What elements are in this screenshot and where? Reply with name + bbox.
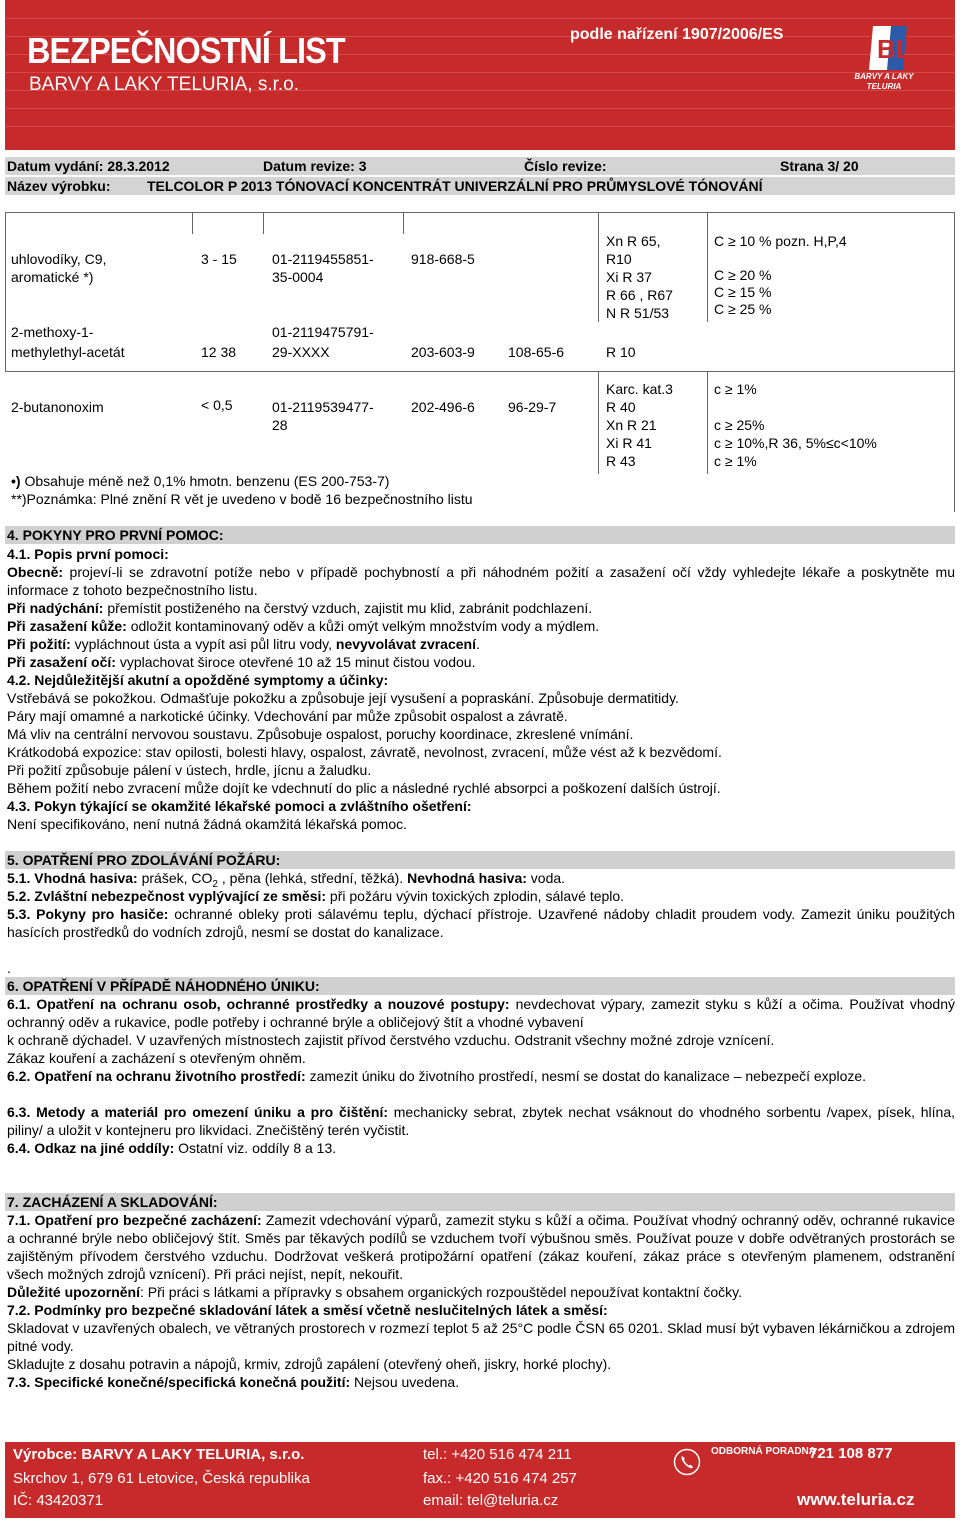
substance-2-conc: 12 38 <box>201 344 237 360</box>
footer-company: Výrobce: BARVY A LAKY TELURIA, s.r.o. <box>13 1446 305 1463</box>
containment-methods: 6.3. Metody a materiál pro omezení úniku a pro čištění: mechanicky sebrat, zbytek nechat vsáknout do vhodného sorbentu /vapex, písek, hlína, piliny/ a uložit v kontejneru pro likvidaci. Znečištěný terén vyčistit. <box>7 1104 955 1138</box>
symptom-line: Během požití nebo zvracení může dojít ke vdechnutí do plic a následné rychlé absorpci a poškození dalších ústrojí. <box>7 780 721 796</box>
storage-conditions-2: Skladujte z dosahu potravin a nápojů, krmiv, zdrojů zapálení (otevřený oheň, jiskry, horké plochy). <box>7 1356 612 1372</box>
footer-fax: fax.: +420 516 474 257 <box>423 1470 577 1487</box>
substance-3-class: R 43 <box>606 453 636 469</box>
substance-2-name-2: methylethyl-acetát <box>11 344 125 360</box>
regulation-label: podle nařízení 1907/2006/ES <box>570 26 784 43</box>
other-sections-reference: 6.4. Odkaz na jiné oddíly: Ostatní viz. oddíly 8 a 13. <box>7 1140 337 1156</box>
substance-3-cas: 96-29-7 <box>508 399 557 415</box>
logo-text-line1: BARVY A LAKY <box>854 72 914 81</box>
substance-1-limit: C ≥ 25 % <box>714 301 772 317</box>
medical-attention-text: Není specifikováno, není nutná žádná okamžitá lékařská pomoc. <box>7 816 408 832</box>
substance-3-class: R 40 <box>606 399 636 415</box>
substance-1-class: R10 <box>606 251 632 267</box>
substance-3-class: Xi R 41 <box>606 435 652 451</box>
footer-address: Skrchov 1, 679 61 Letovice, Česká republika <box>13 1470 310 1487</box>
personal-precautions-3: Zákaz kouření a zacházení s otevřeným ohněm. <box>7 1050 306 1066</box>
specific-end-use: 7.3. Specifické konečné/specifická konečná použití: Nejsou uvedena. <box>7 1374 460 1390</box>
symptom-line: Krátkodobá expozice: stav opilosti, bolesti hlavy, ospalost, závratě, nevolnost, zvracení, může vést až k bezvědomí. <box>7 744 722 760</box>
symptom-line: Má vliv na centrální nervovou soustavu. Způsobuje ospalost, poruchy koordinace, zkreslené vnímání. <box>7 726 634 742</box>
separator-dot: . <box>7 960 11 976</box>
substance-2-class: R 10 <box>606 344 636 360</box>
substance-3-class: Xn R 21 <box>606 417 657 433</box>
substance-1-name-2: aromatické *) <box>11 269 94 285</box>
substance-3-limit: c ≥ 10%,R 36, 5%≤c<10% <box>714 435 877 451</box>
substance-3-conc: < 0,5 <box>201 397 233 413</box>
logo-text-line2: TELURIA <box>866 82 902 91</box>
section-6-title: 6. OPATŘENÍ V PŘÍPADĚ NÁHODNÉHO ÚNIKU: <box>5 977 955 995</box>
substance-3-name: 2-butanonoxim <box>11 399 104 415</box>
product-label: Název výrobku: <box>7 178 111 194</box>
info-bar-dates <box>5 157 955 175</box>
symptom-line: Při požití způsobuje pálení v ústech, hrdle, jícnu a žaludku. <box>7 762 372 778</box>
section-7-title: 7. ZACHÁZENÍ A SKLADOVÁNÍ: <box>5 1193 955 1211</box>
substance-1-reg: 01-2119455851- <box>272 251 374 267</box>
benzene-note: •) Obsahuje méně než 0,1% hmotn. benzenu (ES 200-753-7) <box>11 473 390 489</box>
substance-1-ec: 918-668-5 <box>411 251 475 267</box>
section-4-1-heading: 4.1. Popis první pomoci: <box>7 546 169 562</box>
footer-ico: IČ: 43420371 <box>13 1492 104 1509</box>
environmental-precautions: 6.2. Opatření na ochranu životního prostředí: zamezit úniku do životního prostředí, nesmí se dostat do kanalizace – nebezpečí exploze. <box>7 1068 867 1084</box>
section-5-title: 5. OPATŘENÍ PRO ZDOLÁVÁNÍ POŽÁRU: <box>5 851 955 869</box>
page-number: Strana 3/ 20 <box>780 158 859 174</box>
logo-letters: BL <box>877 34 912 64</box>
revision-date: Datum revize: 3 <box>263 158 367 174</box>
substance-1-reg-2: 35-0004 <box>272 269 324 285</box>
section-7-2-heading: 7.2. Podmínky pro bezpečné skladování látek a směsí včetně neslučitelných látek a směsí: <box>7 1302 608 1318</box>
phone-icon <box>673 1448 701 1476</box>
info-bar-product <box>5 177 955 195</box>
r-phrases-note: **)Poznámka: Plné znění R vět je uvedeno v bodě 16 bezpečnostního listu <box>11 491 473 507</box>
substance-3-reg-2: 28 <box>272 417 288 433</box>
company-name: BARVY A LAKY TELURIA, s.r.o. <box>29 74 300 95</box>
personal-precautions: 6.1. Opatření na ochranu osob, ochranné prostředky a nouzové postupy: nevdechovat výpary, zamezit styku s kůží a očima. Používat vhodný ochranný oděv a rukavice, podle potřeby i ochranné brýle a obličejový štít a vhodné vybavení <box>7 996 955 1030</box>
substance-2-reg: 01-2119475791- <box>272 324 374 340</box>
substance-2-reg-2: 29-XXXX <box>272 344 330 360</box>
substance-3-limit: c ≥ 1% <box>714 453 757 469</box>
substance-3-reg: 01-2119539477- <box>272 399 374 415</box>
important-warning: Důležité upozornění: Při práci s látkami a přípravky s obsahem organických rozpouštědel nepoužívat kontaktní čočky. <box>7 1284 743 1300</box>
substance-1-limit: C ≥ 15 % <box>714 284 772 300</box>
first-aid-eyes: Při zasažení očí: vyplachovat široce otevřené 10 až 15 minut čistou vodou. <box>7 654 476 670</box>
footer-banner <box>5 1442 955 1518</box>
substance-1-class: N R 51/53 <box>606 305 670 321</box>
composition-table <box>5 212 955 512</box>
document-title: BEZPEČNOSTNÍ LIST <box>27 30 345 71</box>
first-aid-inhalation: Při nadýchání: přemístit postiženého na čerstvý vzduch, zajistit mu klid, zabránit podchlazení. <box>7 600 593 616</box>
issue-date: Datum vydání: 28.3.2012 <box>7 158 170 174</box>
storage-conditions: Skladovat v uzavřených obalech, ve větraných prostorech v rozmezí teplot 5 až 25°C podle ČSN 65 0201. Sklad musí být vybaven lékárničkou a zdrojem pitné vody. <box>7 1320 955 1354</box>
substance-1-class: Xn R 65, <box>606 233 661 249</box>
footer-website: www.teluria.cz <box>797 1490 915 1509</box>
substance-1-conc: 3 - 15 <box>201 251 237 267</box>
symptom-line: Páry mají omamné a narkotické účinky. Vdechování par může způsobit ospalost a závratě. <box>7 708 568 724</box>
substance-1-name: uhlovodíky, C9, <box>11 251 107 267</box>
substance-3-limit: c ≥ 1% <box>714 381 757 397</box>
substance-1-class: Xi R 37 <box>606 269 652 285</box>
extinguishing-media: 5.1. Vhodná hasiva: prášek, $CO_2$ , pěna (lehká, střední, těžká). Nevhodná hasiva: voda. <box>7 870 566 890</box>
revision-number: Číslo revize: <box>524 158 607 174</box>
substance-3-class: Karc. kat.3 <box>606 381 673 397</box>
first-aid-skin: Při zasažení kůže: odložit kontaminovaný oděv a kůži omýt velkým množstvím vody a mýdlem. <box>7 618 600 634</box>
substance-2-ec: 203-603-9 <box>411 344 475 360</box>
footer-email: email: tel@teluria.cz <box>423 1492 559 1509</box>
footer-phone: tel.: +420 516 474 211 <box>423 1446 572 1463</box>
section-4-2-heading: 4.2. Nejdůležitější akutní a opožděné symptomy a účinky: <box>7 672 389 688</box>
section-4-title: 4. POKYNY PRO PRVNÍ POMOC: <box>5 526 955 544</box>
special-hazards: 5.2. Zvláštní nebezpečnost vyplývající ze směsi: při požáru vývin toxických zplodin, sálavé teplo. <box>7 888 625 904</box>
substance-2-name: 2-methoxy-1- <box>11 324 94 340</box>
product-name: TELCOLOR P 2013 TÓNOVACÍ KONCENTRÁT UNIVERZÁLNÍ PRO PRŮMYSLOVÉ TÓNOVÁNÍ <box>147 178 763 194</box>
personal-precautions-2: k ochraně dýchadel. V uzavřených místnostech zajistit přívod čerstvého vzduchu. Odstranit všechny možné zdroje vznícení. <box>7 1032 775 1048</box>
first-aid-general: Obecně: projeví-li se zdravotní potíže nebo v případě pochybností a při náhodném požití a zasažení očí vždy vyhledejte lékaře a poskytněte mu informace z tohoto bezpečnostního listu. <box>7 564 955 598</box>
substance-3-ec: 202-496-6 <box>411 399 475 415</box>
substance-3-limit: c ≥ 25% <box>714 417 765 433</box>
section-4-3-heading: 4.3. Pokyn týkající se okamžité lékařské pomoci a zvláštního ošetření: <box>7 798 472 814</box>
header-banner <box>5 0 955 150</box>
substance-2-cas: 108-65-6 <box>508 344 565 360</box>
hotline-label: ODBORNÁ PORADNA <box>711 1446 816 1457</box>
substance-1-class: R 66 , R67 <box>606 287 673 303</box>
hotline-number: 721 108 877 <box>809 1445 893 1462</box>
substance-1-limit: C ≥ 10 % pozn. H,P,4 <box>714 233 847 249</box>
firefighter-advice: 5.3. Pokyny pro hasiče: ochranné obleky proti sálavému teplu, dýchací přístroje. Uzavřené nádoby chladit proudem vody. Zamezit úniku použitých hasících prostředků do vodních zdrojů, nesmí se dostat do kanalizace. <box>7 906 955 940</box>
safe-handling: 7.1. Opatření pro bezpečné zacházení: Zamezit vdechování výparů, zamezit styku s kůží a očima. Používat vhodný ochranný oděv, ochranné rukavice a ochranné brýle nebo obličejový štít. Směs par těkavých podílů se vzduchem tvoří výbušnou směs. Používat pouze v dobře odvětraných prostorách se zajištěným přívodem čerstvého vzduchu. Dodržovat veškerá protipožární opatření (zákaz kouření, zákaz práce s otevřeným plamenem, odstranění všech možných zdrojů vznícení). Při práci nejíst, nepít, nekouřit. <box>7 1212 955 1282</box>
symptom-line: Vstřebává se pokožkou. Odmašťuje pokožku a způsobuje její vysušení a popraskání. Způsobuje dermatitidy. <box>7 690 679 706</box>
first-aid-ingestion: Při požití: vypláchnout ústa a vypít asi půl litru vody, nevyvolávat zvracení. <box>7 636 480 652</box>
substance-1-limit: C ≥ 20 % <box>714 267 772 283</box>
